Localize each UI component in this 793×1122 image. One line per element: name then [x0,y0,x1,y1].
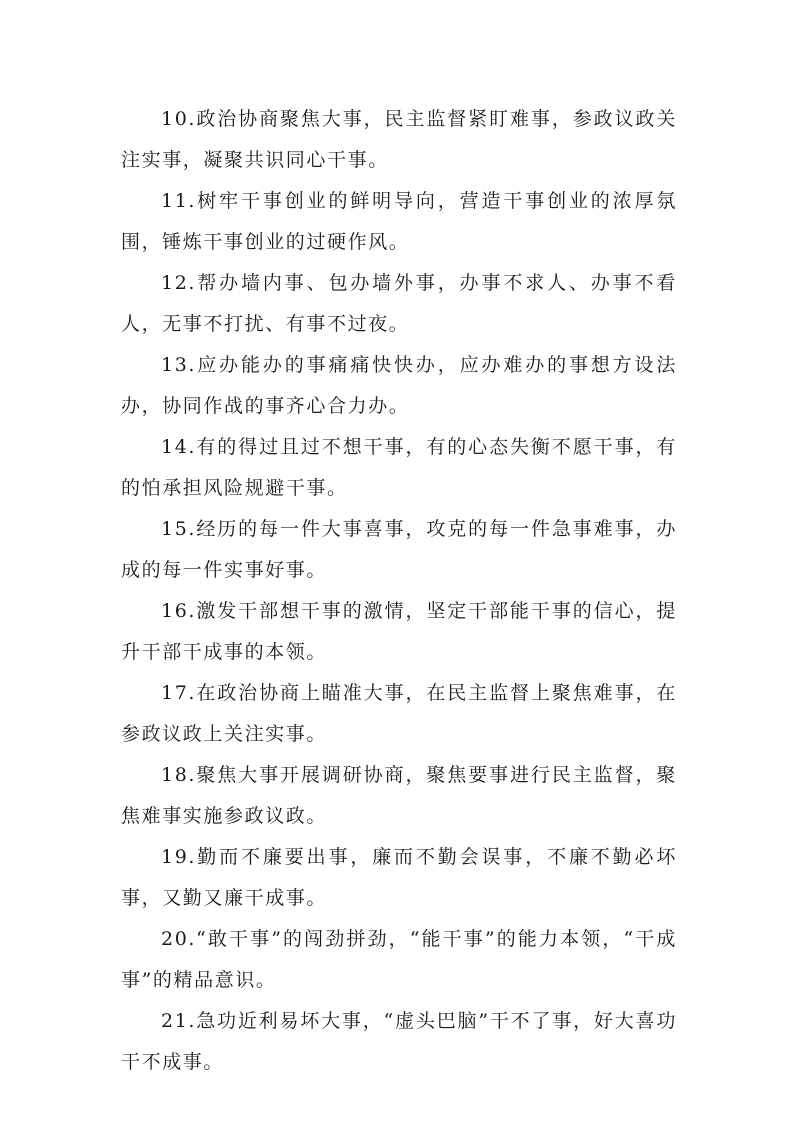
list-item-15: 15.经历的每一件大事喜事，攻克的每一件急事难事，办成的每一件实事好事。 [121,518,677,581]
list-item-21: 21.急功近利易坏大事，“虚头巴脑”干不了事，好大喜功干不成事。 [121,1010,677,1073]
list-item-10: 10.政治协商聚焦大事，民主监督紧盯难事，参政议政关注实事，凝聚共识同心干事。 [121,108,677,171]
list-item-13: 13.应办能办的事痛痛快快办，应办难办的事想方设法办，协同作战的事齐心合力办。 [121,354,677,417]
list-item-12: 12.帮办墙内事、包办墙外事，办事不求人、办事不看人，无事不打扰、有事不过夜。 [121,272,677,335]
list-item-18: 18.聚焦大事开展调研协商，聚焦要事进行民主监督，聚焦难事实施参政议政。 [121,764,677,827]
list-item-20: 20.“敢干事”的闯劲拼劲，“能干事”的能力本领，“干成事”的精品意识。 [121,928,677,991]
list-item-19: 19.勤而不廉要出事，廉而不勤会误事，不廉不勤必坏事，又勤又廉干成事。 [121,846,677,909]
list-item-17: 17.在政治协商上瞄准大事，在民主监督上聚焦难事，在参政议政上关注实事。 [121,682,677,745]
list-item-14: 14.有的得过且过不想干事，有的心态失衡不愿干事，有的怕承担风险规避干事。 [121,436,677,499]
document-body [121,99,677,1083]
list-item-16: 16.激发干部想干事的激情，坚定干部能干事的信心，提升干部干成事的本领。 [121,600,677,663]
list-item-11: 11.树牢干事创业的鲜明导向，营造干事创业的浓厚氛围，锤炼干事创业的过硬作风。 [121,190,677,253]
